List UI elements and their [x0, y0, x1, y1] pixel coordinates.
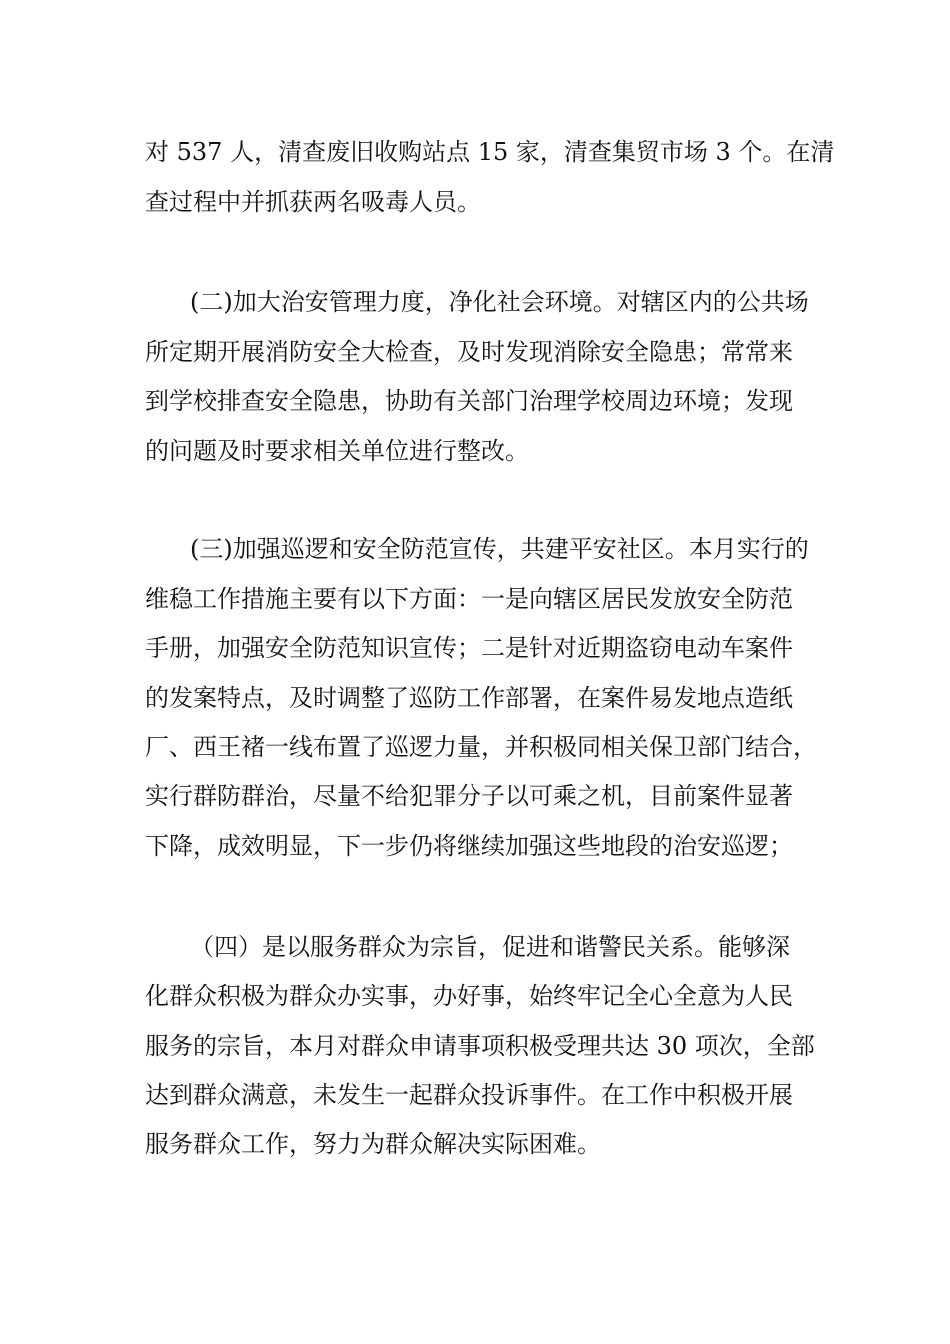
paragraph-4-line-1: （四）是以服务群众为宗旨，促进和谐警民关系。能够深 [190, 933, 790, 961]
paragraph-3-line-5: 厂、西王褚一线布置了巡逻力量，并积极同相关保卫部门结合， [145, 733, 817, 761]
paragraph-1-line-2: 查过程中并抓获两名吸毒人员。 [145, 188, 481, 216]
paragraph-3-line-4: 的发案特点，及时调整了巡防工作部署，在案件易发地点造纸 [145, 684, 793, 712]
paragraph-1-line-1: 对 537 人，清查废旧收购站点 15 家，清查集贸市场 3 个。在清 [145, 138, 835, 166]
paragraph-3-line-7: 下降，成效明显，下一步仍将继续加强这些地段的治安巡逻； [145, 832, 793, 860]
paragraph-2-line-2: 所定期开展消防安全大检查，及时发现消除安全隐患；常常来 [145, 338, 793, 366]
paragraph-2-line-1: (二)加大治安管理力度，净化社会环境。对辖区内的公共场 [190, 288, 809, 316]
paragraph-4-line-5: 服务群众工作，努力为群众解决实际困难。 [145, 1130, 601, 1158]
paragraph-4-line-3: 服务的宗旨，本月对群众申请事项积极受理共达 30 项次，全部 [145, 1032, 815, 1060]
paragraph-3-line-2: 维稳工作措施主要有以下方面：一是向辖区居民发放安全防范 [145, 585, 793, 613]
paragraph-2-line-3: 到学校排查安全隐患，协助有关部门治理学校周边环境；发现 [145, 387, 793, 415]
paragraph-2-line-4: 的问题及时要求相关单位进行整改。 [145, 437, 529, 465]
paragraph-3-line-1: (三)加强巡逻和安全防范宣传，共建平安社区。本月实行的 [190, 535, 809, 563]
paragraph-3-line-3: 手册，加强安全防范知识宣传；二是针对近期盗窃电动车案件 [145, 634, 793, 662]
paragraph-4-line-2: 化群众积极为群众办实事，办好事，始终牢记全心全意为人民 [145, 982, 793, 1010]
paragraph-4-line-4: 达到群众满意，未发生一起群众投诉事件。在工作中积极开展 [145, 1081, 793, 1109]
paragraph-3-line-6: 实行群防群治，尽量不给犯罪分子以可乘之机，目前案件显著 [145, 782, 793, 810]
